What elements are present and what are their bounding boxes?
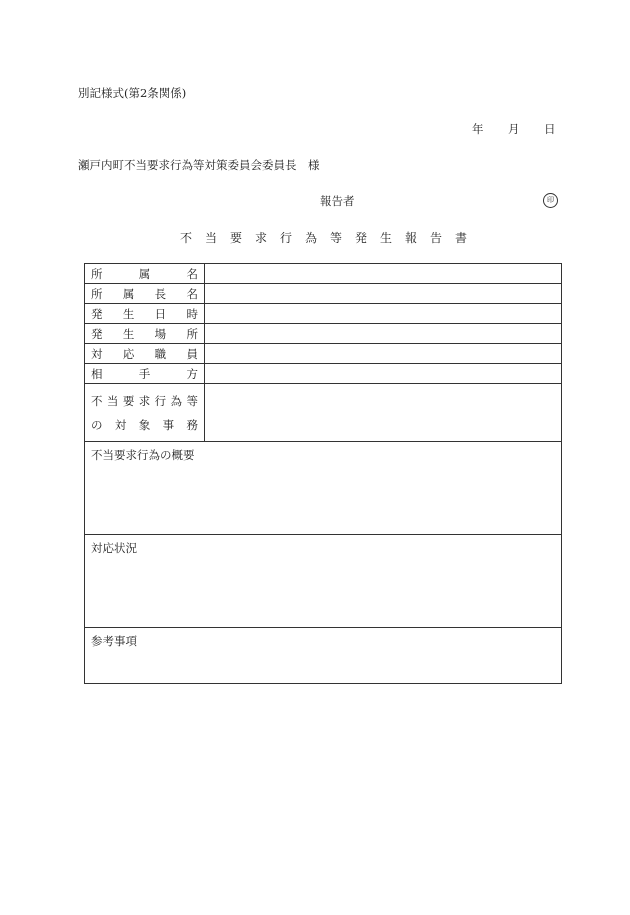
table-row-overview — [85, 442, 562, 535]
occurrence-place-field[interactable] — [205, 324, 562, 344]
label-char: 属 — [122, 286, 135, 301]
label-char: 対 — [114, 417, 127, 432]
label-char: 方 — [186, 366, 198, 381]
table-row-target-affairs — [85, 384, 562, 442]
label-char: 名 — [186, 286, 198, 301]
label-char: 事 — [162, 417, 175, 432]
label-char: 日 — [154, 306, 167, 321]
counterparty-label — [85, 364, 205, 384]
overview-field[interactable] — [85, 442, 562, 535]
notes-field[interactable] — [85, 628, 562, 684]
label-char: 務 — [186, 417, 198, 432]
label-char: 場 — [154, 326, 167, 341]
label-char: 要 — [122, 393, 135, 408]
label-char: 手 — [138, 366, 151, 381]
label-char: 時 — [186, 306, 198, 321]
label-char: 為 — [170, 393, 183, 408]
label-char: 所 — [91, 266, 103, 281]
overview-label: 不当要求行為の概要 — [91, 448, 195, 462]
label-char: 等 — [186, 393, 198, 408]
responding-staff-label — [85, 344, 205, 364]
table-row-responding-staff — [85, 344, 562, 364]
department-field[interactable] — [205, 264, 562, 284]
label-char: 不 — [91, 393, 103, 408]
label-char: 所 — [91, 286, 103, 301]
responding-staff-field[interactable] — [205, 344, 562, 364]
label-char: 象 — [138, 417, 151, 432]
notes-label: 参考事項 — [91, 634, 137, 648]
label-char: 長 — [154, 286, 167, 301]
label-char: 当 — [106, 393, 119, 408]
label-char: 生 — [122, 306, 135, 321]
table-row-department — [85, 264, 562, 284]
label-char: 属 — [138, 266, 151, 281]
label-char: 員 — [186, 346, 198, 361]
date-line — [470, 121, 560, 137]
occurrence-place-label — [85, 324, 205, 344]
target-affairs-field[interactable] — [205, 384, 562, 442]
label-char: 発 — [91, 326, 103, 341]
table-row-occurrence-place — [85, 324, 562, 344]
label-char: 応 — [122, 346, 135, 361]
label-char: 求 — [138, 393, 151, 408]
response-status-field[interactable] — [85, 535, 562, 628]
date-year-label: 年 — [472, 122, 484, 136]
table-row-counterparty — [85, 364, 562, 384]
label-char: 相 — [91, 366, 103, 381]
document-title: 不当要求行為等発生報告書 — [180, 231, 481, 245]
date-month-label: 月 — [508, 122, 520, 136]
table-row-occurrence-datetime — [85, 304, 562, 324]
label-char: 所 — [186, 326, 198, 341]
form-number-label: 別記様式(第2条関係) — [78, 86, 187, 100]
reporter-label: 報告者 — [320, 194, 355, 208]
report-table — [84, 263, 562, 684]
date-day-label: 日 — [544, 122, 556, 136]
target-affairs-label — [85, 384, 205, 442]
label-char: の — [91, 417, 103, 432]
table-row-department-head — [85, 284, 562, 304]
counterparty-field[interactable] — [205, 364, 562, 384]
label-char: 生 — [122, 326, 135, 341]
addressee-line: 瀬戸内町不当要求行為等対策委員会委員長 様 — [78, 158, 320, 172]
department-head-label — [85, 284, 205, 304]
label-char: 対 — [91, 346, 103, 361]
table-row-notes — [85, 628, 562, 684]
department-label — [85, 264, 205, 284]
occurrence-datetime-field[interactable] — [205, 304, 562, 324]
department-head-field[interactable] — [205, 284, 562, 304]
table-row-response-status — [85, 535, 562, 628]
label-char: 行 — [154, 393, 167, 408]
response-status-label: 対応状況 — [91, 541, 137, 555]
label-char: 発 — [91, 306, 103, 321]
label-char: 名 — [186, 266, 198, 281]
label-char: 職 — [154, 346, 167, 361]
seal-icon: 印 — [543, 193, 558, 208]
occurrence-datetime-label — [85, 304, 205, 324]
